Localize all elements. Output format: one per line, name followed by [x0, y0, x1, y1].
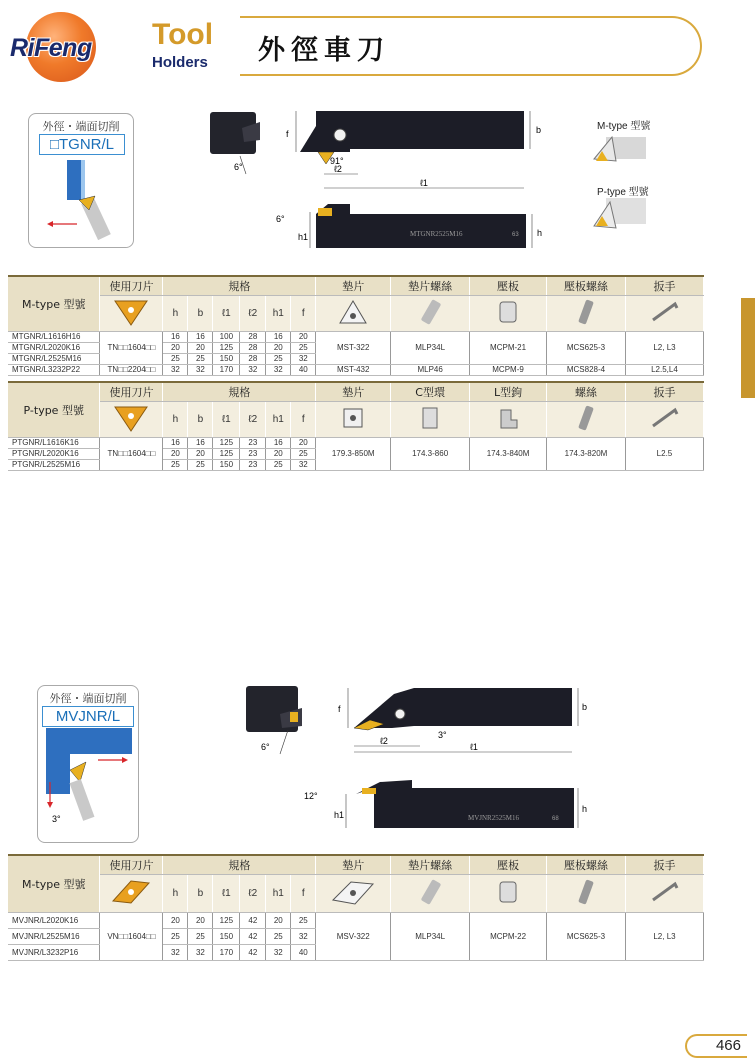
type-label: M-type 型號 [8, 856, 100, 912]
dim-cell: 32 [188, 944, 213, 960]
angle-6: 6° [261, 742, 270, 752]
table-icon-row [8, 295, 704, 331]
shim-screw-cell: MLP46 [391, 364, 470, 375]
tool-word: Tool [152, 18, 214, 51]
clamp-screw-cell: MCS625-3 [547, 331, 626, 364]
dim-cell: 25 [163, 353, 188, 364]
top-view-head [354, 688, 414, 728]
dim-cell: 42 [240, 944, 266, 960]
shim-screw-cell: MLP34L [391, 912, 470, 960]
dim-f: f [286, 129, 289, 139]
table-header-row [8, 383, 704, 401]
dim-cell: 32 [163, 364, 188, 375]
sub-h: h [163, 874, 188, 912]
table-m-tgnr [8, 277, 704, 376]
angle-12: 12° [304, 791, 318, 801]
wrench-cell: L2.5,L4 [625, 364, 703, 375]
sub-f: f [291, 874, 316, 912]
sub-f: f [291, 295, 316, 331]
top-view-shank [414, 688, 572, 726]
sub-l2: ℓ2 [240, 401, 266, 437]
dim-cell: 23 [240, 459, 266, 470]
dim-cell: 125 [213, 342, 240, 353]
col-clamp: 壓板 [470, 277, 547, 295]
type-label: M-type 型號 [8, 277, 100, 331]
wrench-cell: L2, L3 [625, 331, 703, 364]
insert-icon [100, 295, 163, 331]
dim-cell: 20 [291, 331, 316, 342]
page-title: 外徑車刀 [258, 35, 390, 66]
screw-cell: 174.3-820M [547, 437, 626, 470]
dim-cell: 23 [240, 448, 266, 459]
model-cell: MTGNR/L1616H16 [8, 331, 100, 342]
dim-cell: 170 [213, 944, 240, 960]
side-view-insert [362, 788, 376, 794]
page-number: 466 [685, 1034, 747, 1058]
model-cell: PTGNR/L2020K16 [8, 448, 100, 459]
logo-text: RiFeng [10, 34, 92, 62]
model-cell: MTGNR/L3232P22 [8, 364, 100, 375]
screw-icon [391, 874, 470, 912]
wrench-cell: L2, L3 [625, 912, 703, 960]
dim-cell: 32 [266, 364, 291, 375]
model-cell: PTGNR/L1616K16 [8, 437, 100, 448]
table-row [8, 364, 704, 375]
table-header-row [8, 856, 704, 874]
dim-cell: 32 [188, 364, 213, 375]
table-m-mvjnr [8, 856, 704, 961]
dim-cell: 16 [266, 437, 291, 448]
card-caption: 外徑・端面切削 [42, 120, 120, 133]
dim-h1: h1 [334, 810, 345, 820]
insert-cell: TN□□2204□□ [100, 364, 163, 375]
l-hook-cell: 174.3-840M [470, 437, 547, 470]
wrench-cell: L2.5 [625, 437, 703, 470]
model-cell: MTGNR/L2525M16 [8, 353, 100, 364]
insert-icon [100, 874, 163, 912]
shim-cell: MSV-322 [316, 912, 391, 960]
dim-cell: 25 [291, 912, 316, 928]
col-clamp-screw: 壓板螺絲 [547, 856, 626, 874]
angle-6: 6° [234, 162, 243, 172]
holder-stamp-small: 63 [512, 232, 519, 238]
dim-cell: 20 [266, 448, 291, 459]
dim-cell: 28 [240, 342, 266, 353]
dim-cell: 40 [291, 944, 316, 960]
dim-l2: ℓ2 [334, 164, 342, 174]
holders-word: Holders [152, 54, 208, 71]
clearance-line [280, 730, 288, 754]
dim-cell: 20 [188, 448, 213, 459]
insert-icon [100, 401, 163, 437]
mvjnr-dimension-drawing [244, 684, 604, 834]
model-cell: MVJNR/L3232P16 [8, 944, 100, 960]
col-clamp: 壓板 [470, 856, 547, 874]
dim-cell: 25 [188, 353, 213, 364]
dim-l1: ℓ1 [470, 742, 478, 752]
table-icon-row [8, 401, 704, 437]
col-c-ring: C型環 [391, 383, 470, 401]
dim-cell: 42 [240, 912, 266, 928]
side-view-insert [318, 208, 332, 216]
screw-icon [547, 401, 626, 437]
clamp-screw-dot [334, 129, 346, 141]
col-spec: 規格 [163, 856, 316, 874]
dim-cell: 20 [163, 448, 188, 459]
col-wrench: 扳手 [625, 277, 703, 295]
dim-cell: 32 [266, 944, 291, 960]
dim-cell: 42 [240, 928, 266, 944]
dim-cell: 28 [240, 331, 266, 342]
side-tab [741, 298, 755, 398]
side-view-shank [374, 788, 574, 828]
dim-cell: 20 [291, 437, 316, 448]
model-cell: PTGNR/L2525M16 [8, 459, 100, 470]
p-type-thumb-label: P-type 型號 [597, 187, 649, 198]
shim-icon [316, 874, 391, 912]
sub-l2: ℓ2 [240, 295, 266, 331]
table-row [8, 437, 704, 448]
col-screw: 螺絲 [547, 383, 626, 401]
clamp-icon [470, 874, 547, 912]
l-hook-icon [470, 401, 547, 437]
dim-cell: 23 [240, 437, 266, 448]
angle-3: 3° [438, 730, 447, 740]
tgnr-type-card [28, 113, 134, 248]
clamp-screw-icon [547, 874, 626, 912]
dim-h: h [582, 804, 588, 814]
c-ring-icon [391, 401, 470, 437]
sub-b: b [188, 295, 213, 331]
dim-cell: 16 [188, 331, 213, 342]
mvjnr-card-diagram [38, 686, 140, 844]
shim-icon [316, 401, 391, 437]
wrench-icon [625, 295, 703, 331]
dim-cell: 25 [188, 928, 213, 944]
card-caption: 外徑・端面切削 [49, 692, 127, 705]
sub-h: h [163, 401, 188, 437]
table-row [8, 331, 704, 342]
col-insert: 使用刀片 [100, 856, 163, 874]
sub-h1: h1 [266, 295, 291, 331]
holder-shank [70, 779, 95, 821]
dim-cell: 125 [213, 448, 240, 459]
workpiece [46, 728, 132, 754]
workpiece-edge [81, 160, 85, 200]
workpiece [67, 160, 81, 200]
table-header-row [8, 277, 704, 295]
triangle-insert-icon [111, 403, 151, 433]
dim-cell: 25 [163, 928, 188, 944]
sub-l1: ℓ1 [213, 401, 240, 437]
dim-cell: 170 [213, 364, 240, 375]
feed-arrowhead [47, 221, 53, 227]
m-type-thumb [590, 131, 650, 169]
table-p-tgnr [8, 383, 704, 471]
dim-cell: 20 [163, 912, 188, 928]
sub-b: b [188, 401, 213, 437]
card-angle: 3° [52, 814, 61, 824]
dim-l1: ℓ1 [420, 178, 428, 188]
dim-cell: 125 [213, 912, 240, 928]
dim-cell: 28 [240, 353, 266, 364]
col-spec: 規格 [163, 383, 316, 401]
dim-cell: 16 [266, 331, 291, 342]
clamp-screw-cell: MCS625-3 [547, 912, 626, 960]
dim-cell: 16 [188, 437, 213, 448]
dim-cell: 20 [188, 342, 213, 353]
dim-f: f [338, 704, 341, 714]
triangle-insert-icon [111, 297, 151, 327]
wrench-icon [625, 401, 703, 437]
dim-l2: ℓ2 [380, 736, 388, 746]
col-shim: 墊片 [316, 383, 391, 401]
col-spec: 規格 [163, 277, 316, 295]
card-code: MVJNR/L [42, 706, 134, 727]
mvjnr-type-card [37, 685, 139, 843]
insert-cell: TN□□1604□□ [100, 331, 163, 364]
dim-cell: 25 [188, 459, 213, 470]
col-wrench: 扳手 [625, 383, 703, 401]
model-cell: MTGNR/L2020K16 [8, 342, 100, 353]
dim-cell: 32 [291, 459, 316, 470]
wrench-icon [625, 874, 703, 912]
sub-h1: h1 [266, 874, 291, 912]
dim-cell: 32 [163, 944, 188, 960]
clamp-screw-dot [395, 709, 405, 719]
dim-b: b [582, 702, 588, 712]
sub-h1: h1 [266, 401, 291, 437]
feed-arrowhead-down [47, 802, 53, 808]
sub-f: f [291, 401, 316, 437]
rhombus-insert-icon [109, 877, 153, 907]
dim-cell: 25 [266, 928, 291, 944]
dim-cell: 16 [163, 331, 188, 342]
card-code: □TGNR/L [39, 134, 125, 155]
dim-h: h [537, 228, 543, 238]
dim-cell: 125 [213, 437, 240, 448]
holder-stamp-small: 68 [552, 816, 559, 822]
type-label: P-type 型號 [8, 383, 100, 437]
col-insert: 使用刀片 [100, 383, 163, 401]
shim-screw-cell: MLP34L [391, 331, 470, 364]
sub-l1: ℓ1 [213, 295, 240, 331]
p-type-thumb [590, 196, 650, 234]
clamp-screw-icon [547, 295, 626, 331]
col-clamp-screw: 壓板螺絲 [547, 277, 626, 295]
tgnr-card-diagram [29, 114, 135, 249]
sub-b: b [188, 874, 213, 912]
table-row [8, 912, 704, 928]
sub-h: h [163, 295, 188, 331]
model-cell: MVJNR/L2525M16 [8, 928, 100, 944]
dim-cell: 25 [266, 459, 291, 470]
end-view-insert [290, 712, 298, 722]
angle-91: 91° [330, 156, 344, 166]
m-type-thumb-label: M-type 型號 [597, 121, 651, 132]
dim-cell: 25 [291, 342, 316, 353]
dim-cell: 32 [240, 364, 266, 375]
feed-arrowhead-right [122, 757, 128, 763]
angle-6b: 6° [276, 214, 285, 224]
clamp-cell: MCPM-21 [470, 331, 547, 364]
dim-cell: 40 [291, 364, 316, 375]
dim-cell: 20 [188, 912, 213, 928]
shim-cell: MST-432 [316, 364, 391, 375]
sub-l2: ℓ2 [240, 874, 266, 912]
col-shim: 墊片 [316, 277, 391, 295]
holder-stamp: MTGNR2525M16 [410, 230, 463, 238]
shim-cell: MST-322 [316, 331, 391, 364]
col-shim-screw: 墊片螺絲 [391, 277, 470, 295]
c-ring-cell: 174.3-860 [391, 437, 470, 470]
model-cell: MVJNR/L2020K16 [8, 912, 100, 928]
insert-cell: TN□□1604□□ [100, 437, 163, 470]
dim-cell: 25 [291, 448, 316, 459]
dim-cell: 100 [213, 331, 240, 342]
clamp-cell: MCPM-9 [470, 364, 547, 375]
clamp-screw-cell: MCS828-4 [547, 364, 626, 375]
dim-cell: 32 [291, 353, 316, 364]
holder-stamp: MVJNR2525M16 [468, 814, 519, 822]
col-shim-screw: 墊片螺絲 [391, 856, 470, 874]
dim-cell: 150 [213, 928, 240, 944]
dim-cell: 150 [213, 459, 240, 470]
col-insert: 使用刀片 [100, 277, 163, 295]
dim-cell: 20 [163, 342, 188, 353]
table-icon-row [8, 874, 704, 912]
col-l-hook: L型鉤 [470, 383, 547, 401]
screw-icon [391, 295, 470, 331]
insert-cell: VN□□1604□□ [100, 912, 163, 960]
col-shim: 墊片 [316, 856, 391, 874]
insert-rhombus [70, 762, 86, 782]
dim-cell: 16 [163, 437, 188, 448]
dim-cell: 150 [213, 353, 240, 364]
clamp-cell: MCPM-22 [470, 912, 547, 960]
dim-cell: 25 [163, 459, 188, 470]
clamp-icon [470, 295, 547, 331]
dim-cell: 25 [266, 353, 291, 364]
rifeng-logo [10, 12, 110, 84]
tgnr-dimension-drawing [200, 100, 543, 250]
sub-l1: ℓ1 [213, 874, 240, 912]
dim-cell: 20 [266, 342, 291, 353]
dim-b: b [536, 125, 542, 135]
col-wrench: 扳手 [625, 856, 703, 874]
dim-cell: 32 [291, 928, 316, 944]
dim-cell: 20 [266, 912, 291, 928]
shim-icon [316, 295, 391, 331]
shim-cell: 179.3-850M [316, 437, 391, 470]
dim-h1: h1 [298, 232, 309, 242]
